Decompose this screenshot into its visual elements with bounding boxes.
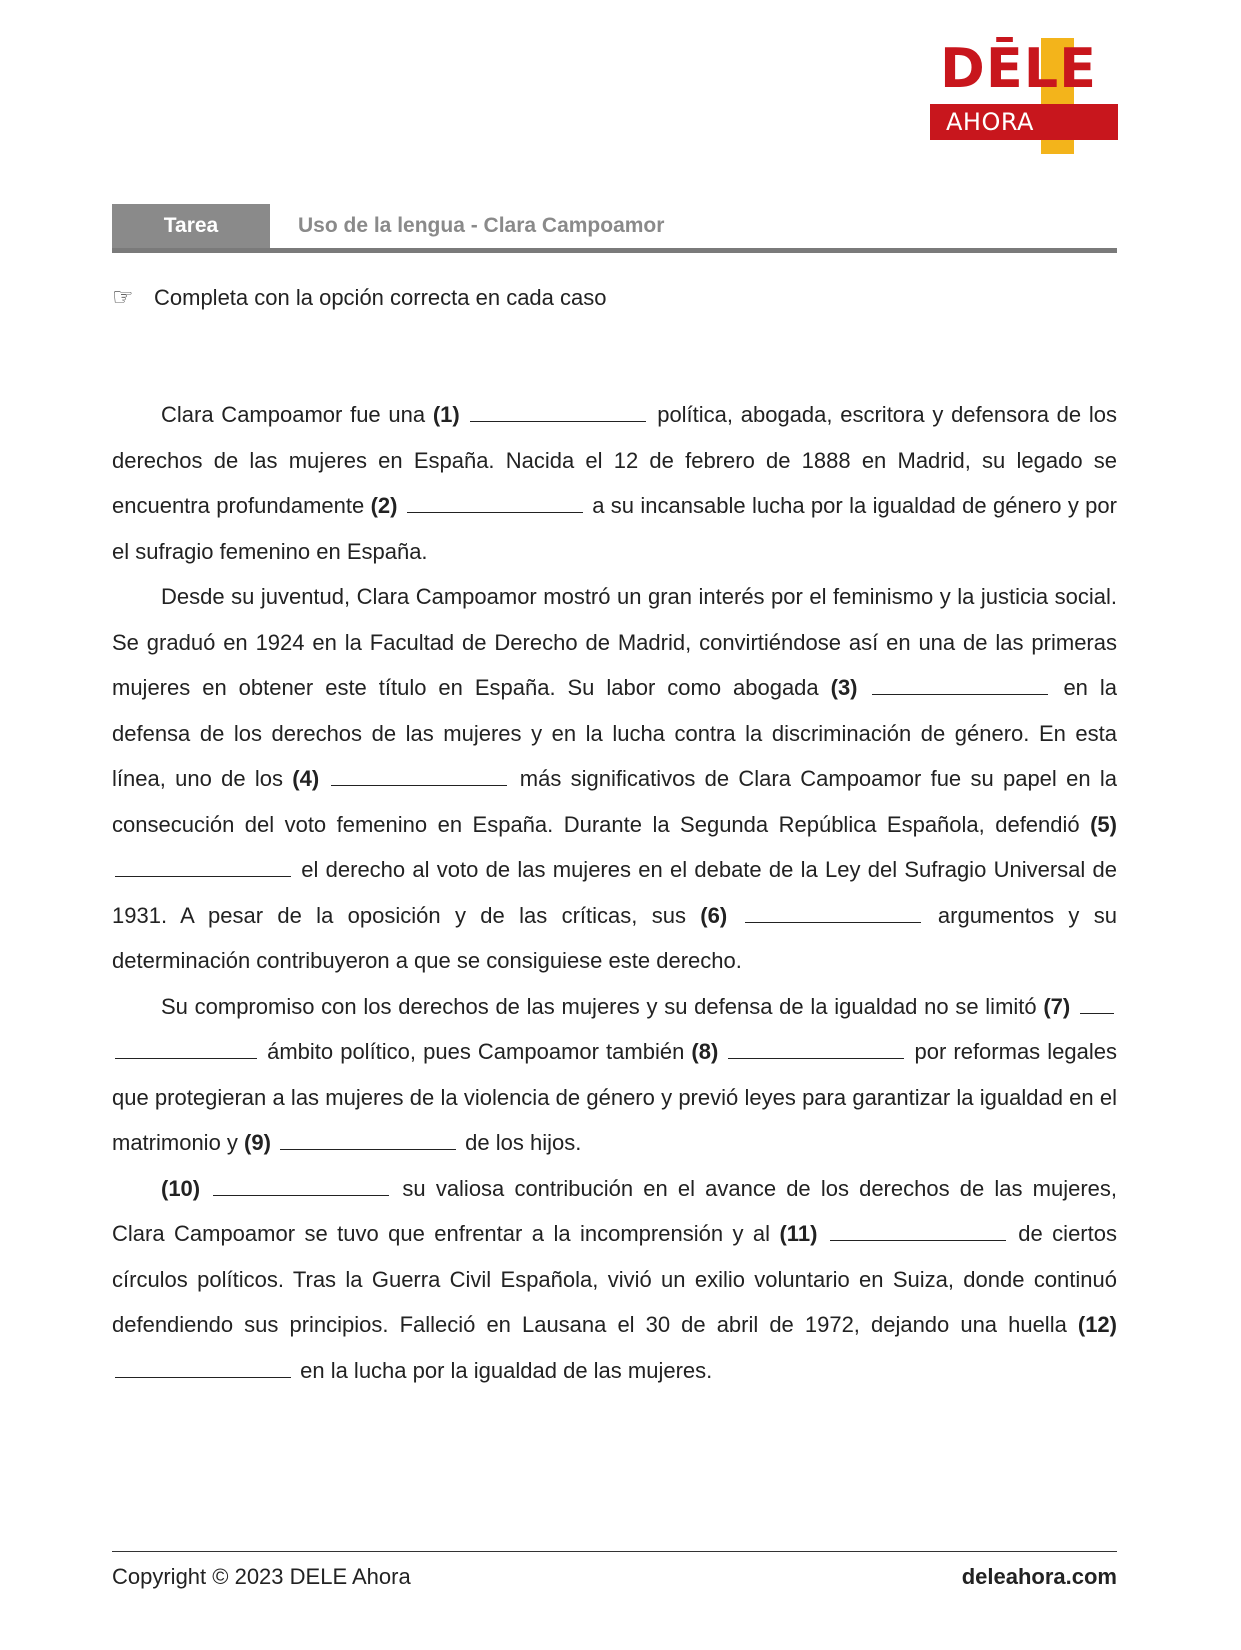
paragraph-4 (112, 1166, 1117, 1394)
gap-10-blank[interactable] (213, 1173, 389, 1196)
text-segment: por reformas legales que protegieran a las mujeres de la violencia de género y previó leyes para garantizar la igualdad en el matrimonio y (112, 1039, 1117, 1155)
gap-11-blank[interactable] (830, 1218, 1006, 1241)
gap-number-2: (2) (370, 493, 398, 518)
gap-number-6: (6) (700, 902, 728, 928)
text-segment: Su compromiso con los derechos de las mujeres y su defensa de la igualdad no se limitó (161, 993, 1044, 1019)
dele-ahora-logo (930, 36, 1118, 156)
gap-9-blank[interactable] (280, 1127, 456, 1150)
gap-5-blank[interactable] (115, 854, 291, 877)
gap-number-1: (1) (432, 402, 460, 427)
task-header (112, 204, 1117, 253)
gap-7-blank-continued[interactable] (115, 1036, 257, 1059)
gap-number-5: (5) (1090, 811, 1117, 837)
instruction-text: Completa con la opción correcta en cada caso (154, 285, 607, 310)
gap-2-blank[interactable] (407, 490, 583, 513)
task-title: Uso de la lengua - Clara Campoamor (298, 214, 665, 237)
gap-number-9: (9) (244, 1130, 271, 1155)
gap-number-10: (10) (161, 1175, 201, 1201)
gap-number-8: (8) (691, 1039, 719, 1064)
text-segment: Desde su juventud, Clara Campoamor mostró un gran interés por el feminismo y la justicia social. Se graduó en 1924 en la Facultad de Derecho de Madrid, convirtiéndose así en una de las primeras mujeres en obtener este título en España. Su labor como abogada (112, 584, 1117, 700)
text-segment: más significativos de Clara Campoamor fue su papel en la consecución del voto femenino en España. Durante la Segunda República Española, defendió (112, 766, 1117, 837)
gap-8-blank[interactable] (728, 1036, 904, 1059)
paragraph-2 (112, 574, 1117, 984)
text-segment: de los hijos. (459, 1130, 582, 1155)
text-segment: su valiosa contribución en el avance de los derechos de las mujeres, Clara Campoamor se tuvo que enfrentar a la incomprensión y al (112, 1175, 1117, 1246)
paragraph-1 (112, 392, 1117, 574)
instruction (112, 282, 606, 313)
text-segment: argumentos y su determinación contribuyeron a que se consiguiese este derecho. (112, 902, 1117, 973)
gap-number-4: (4) (292, 766, 320, 791)
gap-12-blank[interactable] (115, 1355, 291, 1378)
gap-3-blank[interactable] (872, 672, 1048, 695)
gap-4-blank[interactable] (331, 763, 507, 786)
text-segment: de ciertos círculos políticos. Tras la Guerra Civil Española, vivió un exilio voluntario en Suiza, donde continuó defendiendo sus principios. Falleció en Lausana el 30 de abril de 1972, dejando una huella (112, 1221, 1117, 1337)
gap-number-11: (11) (779, 1221, 818, 1246)
text-segment: en la defensa de los derechos de las mujeres y en la lucha contra la discriminación de género. En esta línea, uno de los (112, 675, 1117, 791)
footer-site-link[interactable]: deleahora.com (961, 1564, 1117, 1589)
gap-number-12: (12) (1077, 1312, 1117, 1337)
text-segment: en la lucha por la igualdad de las mujeres. (294, 1357, 713, 1383)
gap-1-blank[interactable] (470, 399, 646, 422)
text-segment: ámbito político, pues Campoamor también (260, 1039, 692, 1064)
text-segment: el derecho al voto de las mujeres en el debate de la Ley del Sufragio Universal de 1931. A pesar de la oposición y de las críticas, sus (112, 857, 1117, 928)
gap-6-blank[interactable] (745, 900, 921, 923)
logo-brand: DĒLE (940, 37, 1098, 100)
exercise-text (112, 392, 1117, 1393)
text-segment: política, abogada, escritora y defensora de los derechos de las mujeres en España. Nacida el 12 de febrero de 1888 en Madrid, su legado se encuentra profundamente (112, 402, 1117, 518)
logo-tagline: AHORA (946, 108, 1034, 136)
pointing-hand-icon: ☞ (112, 283, 134, 311)
gap-7-blank[interactable] (1080, 991, 1114, 1014)
paragraph-3 (112, 984, 1117, 1166)
footer-copyright: Copyright © 2023 DELE Ahora (112, 1564, 411, 1589)
footer-divider (112, 1551, 1117, 1552)
gap-number-7: (7) (1043, 993, 1071, 1019)
text-segment: Clara Campoamor fue una (161, 402, 433, 427)
task-tag: Tarea (112, 204, 270, 248)
text-segment: a su incansable lucha por la igualdad de género y por el sufragio femenino en España. (112, 493, 1117, 564)
gap-number-3: (3) (830, 675, 858, 700)
